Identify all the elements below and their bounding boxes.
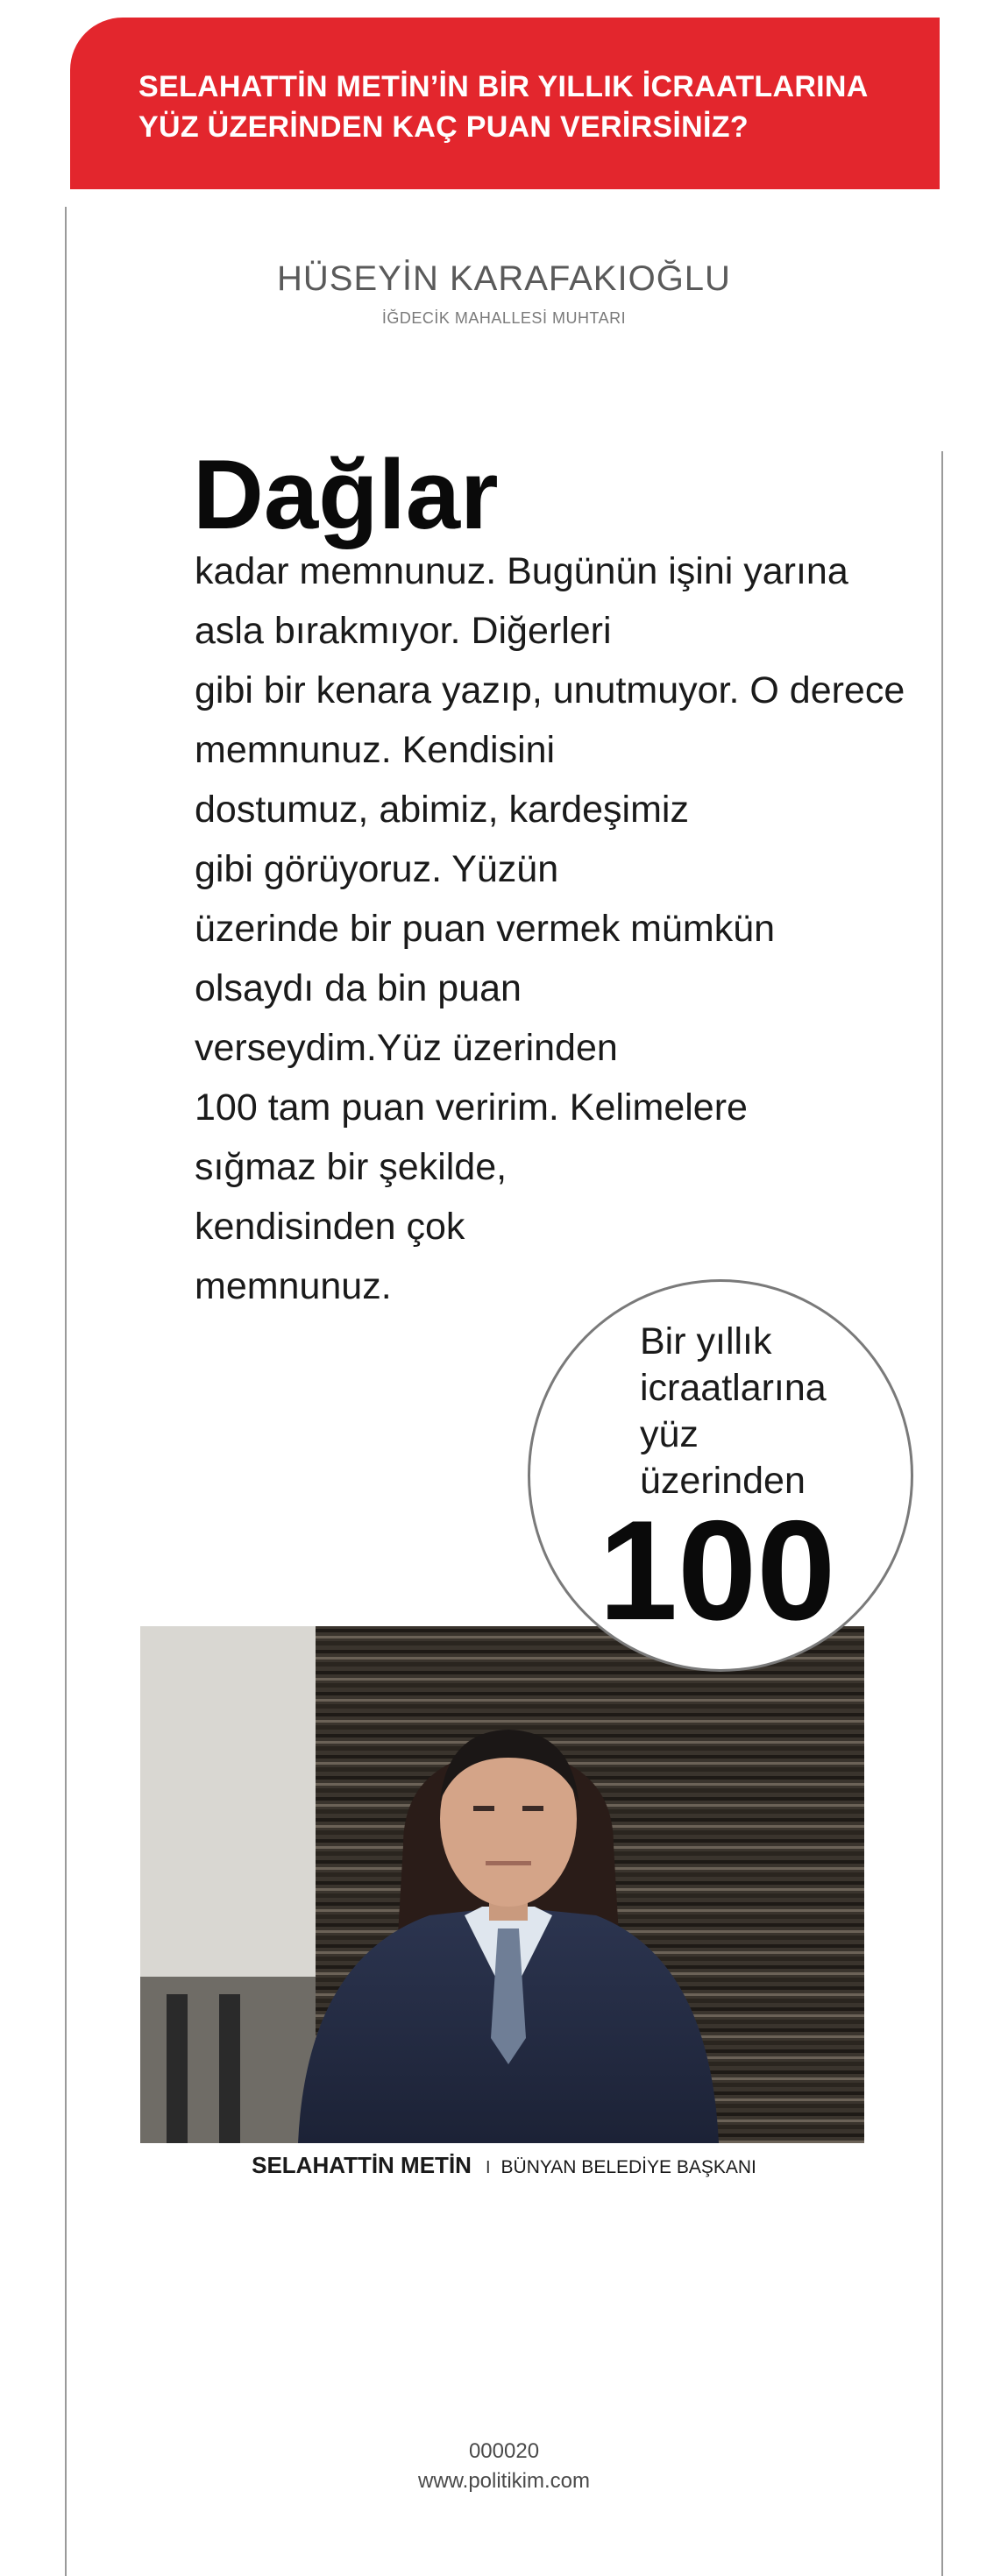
page-number: 000020 — [468, 2439, 540, 2463]
body-line: 100 tam puan veririm. Kelimelere — [195, 1086, 748, 1129]
body-line: dostumuz, abimiz, kardeşimiz — [195, 789, 689, 831]
score-badge — [528, 1279, 913, 1672]
body-line: kendisinden çok — [195, 1206, 465, 1248]
photo-caption — [0, 2152, 1008, 2179]
body-line: gibi görüyoruz. Yüzün — [195, 848, 559, 890]
right-vertical-rule — [941, 451, 943, 2576]
body-line: sığmaz bir şekilde, — [195, 1146, 508, 1188]
left-vertical-rule — [65, 207, 67, 2576]
body-line: memnunuz. Kendisini — [195, 729, 556, 771]
header-banner — [70, 18, 940, 189]
article-headline: Dağlar — [193, 440, 499, 549]
score-value: 100 — [599, 1491, 836, 1650]
score-badge-line: icraatlarına — [640, 1367, 827, 1409]
score-badge-label — [640, 1319, 827, 1504]
body-line: memnunuz. — [195, 1265, 392, 1307]
caption-name: SELAHATTİN METİN — [252, 2152, 472, 2178]
body-line: kadar memnunuz. Bugünün işini yarına — [195, 550, 848, 592]
score-badge-line: üzerinden — [640, 1460, 806, 1502]
mayor-photo — [140, 1626, 864, 2143]
banner-line-1: SELAHATTİN METİN’İN BİR YILLIK İCRAATLARINA — [138, 70, 869, 103]
author-name: HÜSEYİN KARAFAKIOĞLU — [277, 259, 731, 298]
article-body — [195, 541, 905, 1316]
website-url: www.politikim.com — [417, 2469, 591, 2493]
body-line: asla bırakmıyor. Diğerleri — [195, 610, 612, 652]
banner-line-2: YÜZ ÜZERİNDEN KAÇ PUAN VERİRSİNİZ? — [138, 110, 749, 144]
body-line: verseydim.Yüz üzerinden — [195, 1027, 618, 1069]
body-line: olsaydı da bin puan — [195, 967, 522, 1009]
score-badge-line: Bir yıllık — [640, 1320, 772, 1362]
caption-role: BÜNYAN BELEDİYE BAŞKANI — [500, 2157, 756, 2177]
author-role: İĞDECİK MAHALLESİ MUHTARI — [381, 309, 627, 327]
body-line: üzerinde bir puan vermek mümkün — [195, 908, 776, 950]
score-badge-line: yüz — [640, 1413, 699, 1455]
body-line: gibi bir kenara yazıp, unutmuyor. O derece — [195, 669, 905, 711]
caption-separator: I — [485, 2158, 491, 2177]
